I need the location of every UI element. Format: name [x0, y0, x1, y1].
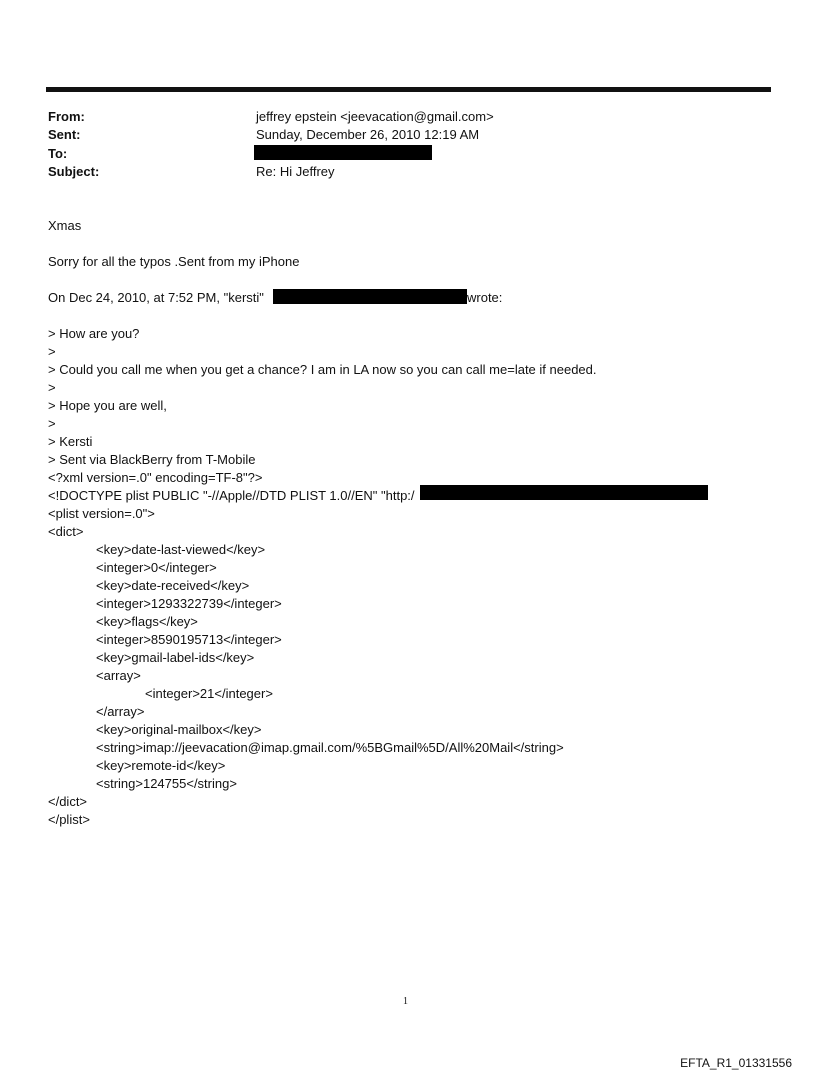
quoted-line: > Kersti — [48, 434, 93, 449]
dict-line: <integer>1293322739</integer> — [96, 596, 282, 611]
plist-open: <plist version=.0"> — [48, 506, 155, 521]
sent-label: Sent: — [48, 127, 81, 142]
dict-line: <integer>0</integer> — [96, 560, 217, 575]
dict-line: <string>imap://jeevacation@imap.gmail.com/%5BGmail%5D/All%20Mail</string> — [96, 740, 564, 755]
quote-intro: On Dec 24, 2010, at 7:52 PM, "kersti" — [48, 290, 264, 305]
quoted-line: > — [48, 380, 56, 395]
quoted-line: > Sent via BlackBerry from T-Mobile — [48, 452, 256, 467]
doctype-line: <!DOCTYPE plist PUBLIC "-//Apple//DTD PLIST 1.0//EN" "http:/ — [48, 488, 415, 503]
to-label: To: — [48, 146, 68, 161]
document-id: EFTA_R1_01331556 — [680, 1056, 792, 1070]
from-label: From: — [48, 109, 85, 124]
array-item: <integer>21</integer> — [145, 686, 273, 701]
body-line-xmas: Xmas — [48, 218, 82, 233]
quoted-line: > How are you? — [48, 326, 140, 341]
url-redaction — [420, 485, 708, 500]
to-redaction — [254, 145, 432, 160]
dict-line: <string>124755</string> — [96, 776, 237, 791]
sent-value: Sunday, December 26, 2010 12:19 AM — [256, 127, 480, 142]
subject-label: Subject: — [48, 164, 100, 179]
quoted-line: > Could you call me when you get a chance? I am in LA now so you can call me=late if needed. — [48, 362, 597, 377]
body-line-typos: Sorry for all the typos .Sent from my iPhone — [48, 254, 300, 269]
dict-line: <key>flags</key> — [96, 614, 198, 629]
dict-close: </dict> — [48, 794, 88, 809]
header-rule — [46, 87, 771, 92]
dict-line: <key>gmail-label-ids</key> — [96, 650, 255, 665]
xml-declaration: <?xml version=.0" encoding=TF-8"?> — [48, 470, 263, 485]
subject-value: Re: Hi Jeffrey — [256, 164, 335, 179]
from-value: jeffrey epstein <jeevacation@gmail.com> — [256, 109, 494, 124]
quoted-line: > — [48, 344, 56, 359]
quote-intro-wrote: wrote: — [467, 290, 503, 305]
page-number: 1 — [403, 996, 408, 1007]
quoted-line: > Hope you are well, — [48, 398, 167, 413]
dict-line: <integer>8590195713</integer> — [96, 632, 282, 647]
dict-line: <key>date-received</key> — [96, 578, 250, 593]
dict-line: <key>remote-id</key> — [96, 758, 226, 773]
dict-line: <array> — [96, 668, 141, 683]
quoted-line: > — [48, 416, 56, 431]
plist-close: </plist> — [48, 812, 90, 827]
dict-open: <dict> — [48, 524, 84, 539]
email-redaction — [273, 289, 467, 304]
dict-line: <key>date-last-viewed</key> — [96, 542, 266, 557]
dict-line: <key>original-mailbox</key> — [96, 722, 262, 737]
dict-line: </array> — [96, 704, 145, 719]
